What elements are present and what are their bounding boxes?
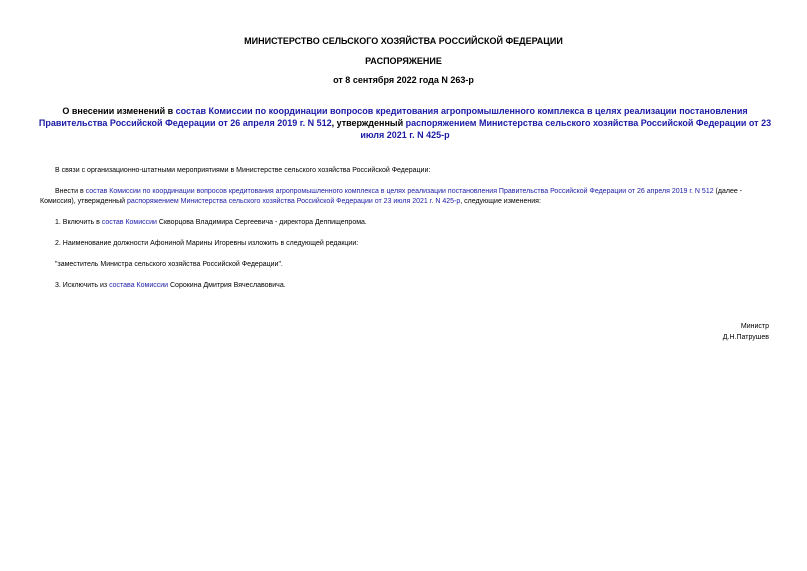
quoted-position: "заместитель Министра сельского хозяйства Российской Федерации". [55, 261, 283, 268]
title-text-1: О внесении изменений в [62, 106, 176, 116]
paragraph-reason: В связи с организационно-штатными мероприятиями в Министерстве сельского хозяйства Российской Федерации: [55, 167, 431, 174]
ministry-heading: МИНИСТЕРСТВО СЕЛЬСКОГО ХОЗЯЙСТВА РОССИЙСКОЙ ФЕДЕРАЦИИ [244, 36, 563, 46]
amend-text-3: , следующие изменения: [460, 198, 541, 205]
item3-text-1: 3. Исключить из [55, 282, 110, 289]
item3-link-commission[interactable]: состава Комиссии [109, 282, 169, 289]
item3-text-2: Сорокина Дмитрия Вячеславовича. [168, 282, 286, 289]
list-item-1 [55, 218, 770, 228]
title-link-commission[interactable]: состав Комиссии по координации вопросов кредитования агропромышленного комплекса в целях реализации постановления Правительства Российской Федерации от 26 апреля 2019 г. N 512 [38, 106, 748, 128]
amend-text-2: (далее - Комиссия), утвержденный [40, 188, 743, 205]
amend-link-order[interactable]: распоряжением Министерства сельского хозяйства Российской Федерации от 23 июля 2021 г. N 425-р [127, 198, 461, 205]
signature-block [723, 321, 769, 343]
signatory-position: Министр [740, 323, 769, 330]
list-item-3 [55, 281, 770, 291]
amend-text-1: Внести в [55, 188, 86, 195]
signatory-name: Д.Н.Патрушев [722, 334, 769, 341]
paragraph-amend [40, 187, 770, 207]
list-item-2: 2. Наименование должности Афониной Марины Игоревны изложить в следующей редакции: [55, 240, 359, 247]
item1-text-1: 1. Включить в [55, 219, 102, 226]
document-date-number: от 8 сентября 2022 года N 263-р [333, 75, 474, 85]
amend-link-commission[interactable]: состав Комиссии по координации вопросов кредитования агропромышленного комплекса в целях реализации постановления Правительства Российской Федерации от 26 апреля 2019 г. N 512 [85, 188, 714, 195]
item1-text-2: Скворцова Владимира Сергеевича - директора Деппищепрома. [156, 219, 367, 226]
title-link-order[interactable]: распоряжением Министерства сельского хозяйства Российской Федерации от 23 июля 2021 г. N 425-р [360, 118, 772, 140]
document-title [36, 105, 774, 141]
document-type: РАСПОРЯЖЕНИЕ [365, 56, 442, 66]
item1-link-commission[interactable]: состав Комиссии [101, 219, 157, 226]
title-text-2: , утвержденный [331, 118, 406, 128]
